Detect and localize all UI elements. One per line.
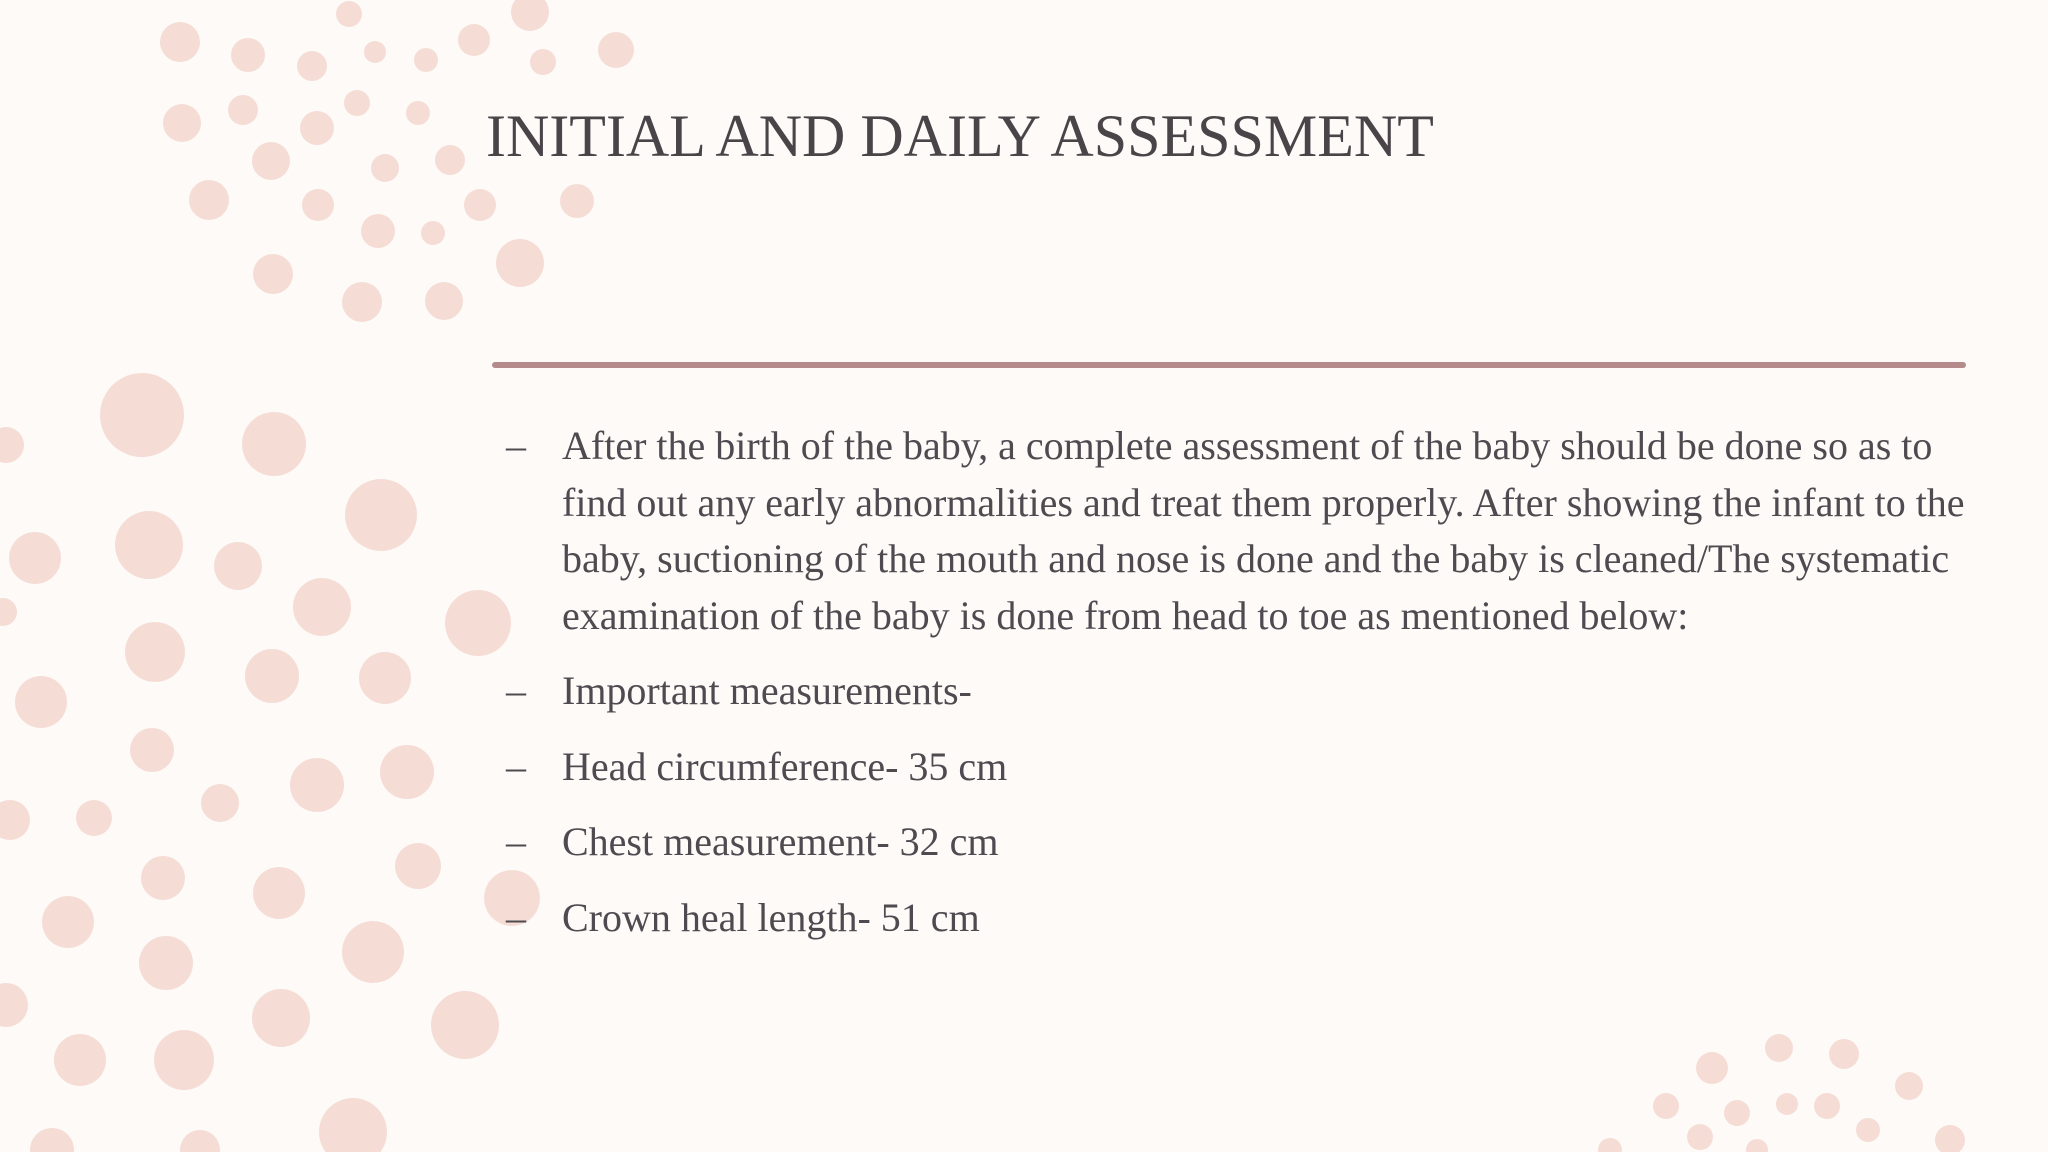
bullet-item [500, 418, 2000, 644]
bullet-item [500, 739, 2000, 796]
bullet-marker: – [506, 423, 526, 468]
bullet-item [500, 814, 2000, 871]
title-divider [492, 362, 1966, 368]
bullet-item [500, 890, 2000, 947]
bullet-item [500, 663, 2000, 720]
bullet-text: After the birth of the baby, a complete assessment of the baby should be done so as to find out any early abnormalities and treat them properly. After showing the infant to the baby, suctioning of the mouth and nose is done and the baby is cleaned/The systematic examination of the baby is done from head to toe as mentioned below: [562, 423, 1965, 638]
bullet-text: Head circumference- 35 cm [562, 743, 1008, 789]
bullet-marker: – [506, 743, 526, 789]
bullet-marker: – [506, 668, 526, 713]
bullet-marker: – [506, 894, 526, 940]
bullet-text: Crown heal length- 51 cm [562, 894, 980, 940]
bullet-list [500, 418, 2000, 965]
bullet-text: Chest measurement- 32 cm [562, 819, 999, 864]
bullet-text: Important measurements- [562, 668, 972, 713]
slide-title: INITIAL AND DAILY ASSESSMENT [486, 103, 1434, 169]
bullet-marker: – [506, 819, 526, 864]
